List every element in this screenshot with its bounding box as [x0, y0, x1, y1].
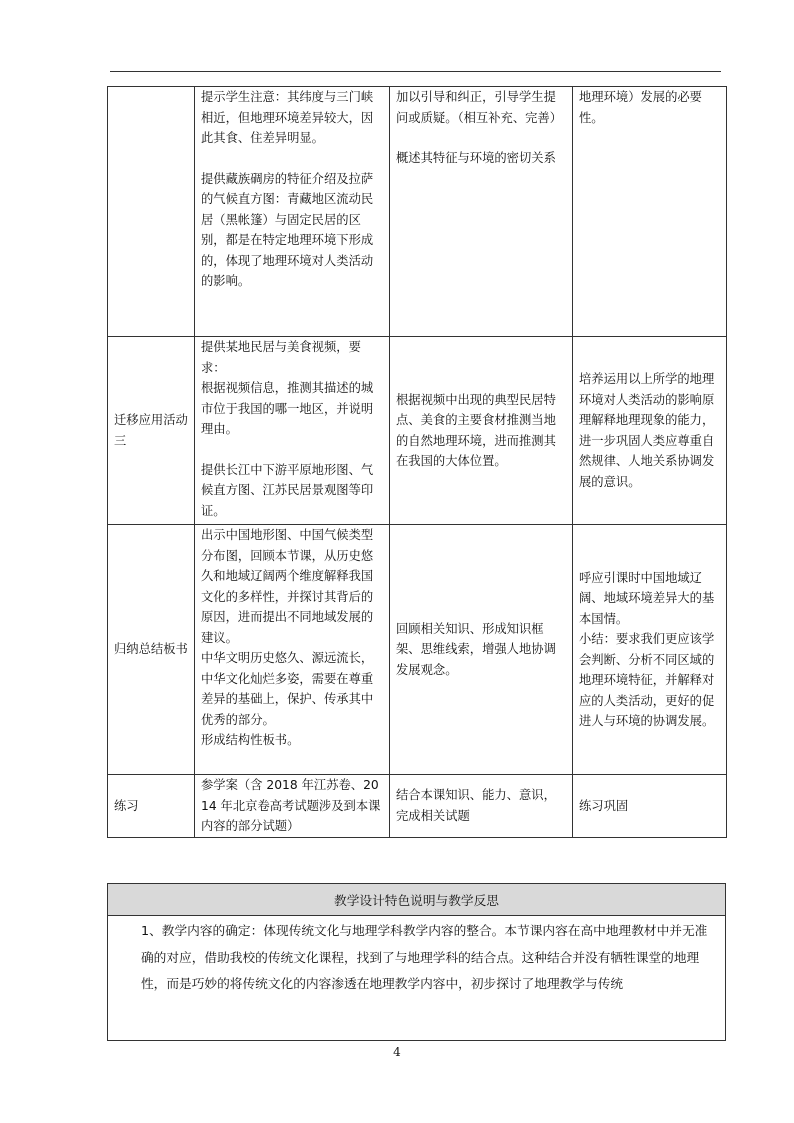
reflection-title: 教学设计特色说明与教学反思: [108, 884, 726, 916]
activity-cell: [108, 87, 195, 337]
page-number: 4: [393, 1045, 401, 1059]
student-activity-cell: 根据视频中出现的典型民居特点、美食的主要食材推测当地的自然地理环境，进而推测其在我国的大体位置。: [390, 337, 573, 525]
table-row: [108, 525, 727, 775]
header-rule: [110, 71, 721, 72]
teacher-activity-cell: 参学案（含 2018 年江苏卷、2014 年北京卷高考试题涉及到本课内容的部分试题）: [195, 775, 390, 838]
reflection-body: [108, 916, 726, 1041]
student-activity-cell: 结合本课知识、能力、意识，完成相关试题: [390, 775, 573, 838]
table-row: [108, 337, 727, 525]
design-intent-cell: 培养运用以上所学的地理环境对人类活动的影响原理解释地理现象的能力，进一步巩固人类应尊重自然规律、人地关系协调发展的意识。: [573, 337, 727, 525]
table-row: [108, 87, 727, 337]
activity-cell: 迁移应用活动三: [108, 337, 195, 525]
reflection-paragraph: 1、教学内容的确定：体现传统文化与地理学科教学内容的整合。本节课内容在高中地理教材中并无准确的对应，借助我校的传统文化课程，找到了与地理学科的结合点。这种结合并没有牺牲课堂的地理性，而是巧妙的将传统文化的内容渗透在地理教学内容中，初步探讨了地理教学与传统: [141, 923, 708, 991]
teacher-activity-cell: 出示中国地形图、中国气候类型分布图，回顾本节课，从历史悠久和地域辽阔两个维度解释我国文化的多样性，并探讨其背后的原因，进而提出不同地域发展的建议。 中华文明历史悠久、源远流长，中华文化灿烂多姿，需要在尊重差异的基础上，保护、传承其中优秀的部分。 形成结构性板书。: [195, 525, 390, 775]
lesson-plan-table: [107, 86, 727, 838]
design-intent-cell: 呼应引课时中国地域辽阔、地域环境差异大的基本国情。 小结：要求我们更应该学会判断、分析不同区域的地理环境特征，并解释对应的人类活动，更好的促进人与环境的协调发展。: [573, 525, 727, 775]
teacher-activity-cell: 提示学生注意：其纬度与三门峡相近，但地理环境差异较大，因此其食、住差异明显。 提供藏族碉房的特征介绍及拉萨的气候直方图：青藏地区流动民居（黑帐篷）与固定民居的区别，都是在特定地理环境下形成的，体现了地理环境对人类活动的影响。: [195, 87, 390, 337]
design-intent-cell: 地理环境）发展的必要性。: [573, 87, 727, 337]
activity-cell: 练习: [108, 775, 195, 838]
student-activity-cell: 加以引导和纠正，引导学生提问或质疑。（相互补充、完善） 概述其特征与环境的密切关系: [390, 87, 573, 337]
reflection-table: [107, 883, 726, 1041]
teacher-activity-cell: 提供某地民居与美食视频，要求： 根据视频信息，推测其描述的城市位于我国的哪一地区，并说明理由。 提供长江中下游平原地形图、气候直方图、江苏民居景观图等印证。: [195, 337, 390, 525]
table-row: [108, 775, 727, 838]
student-activity-cell: 回顾相关知识、形成知识框架、思维线索，增强人地协调发展观念。: [390, 525, 573, 775]
design-intent-cell: 练习巩固: [573, 775, 727, 838]
activity-cell: 归纳总结板书: [108, 525, 195, 775]
